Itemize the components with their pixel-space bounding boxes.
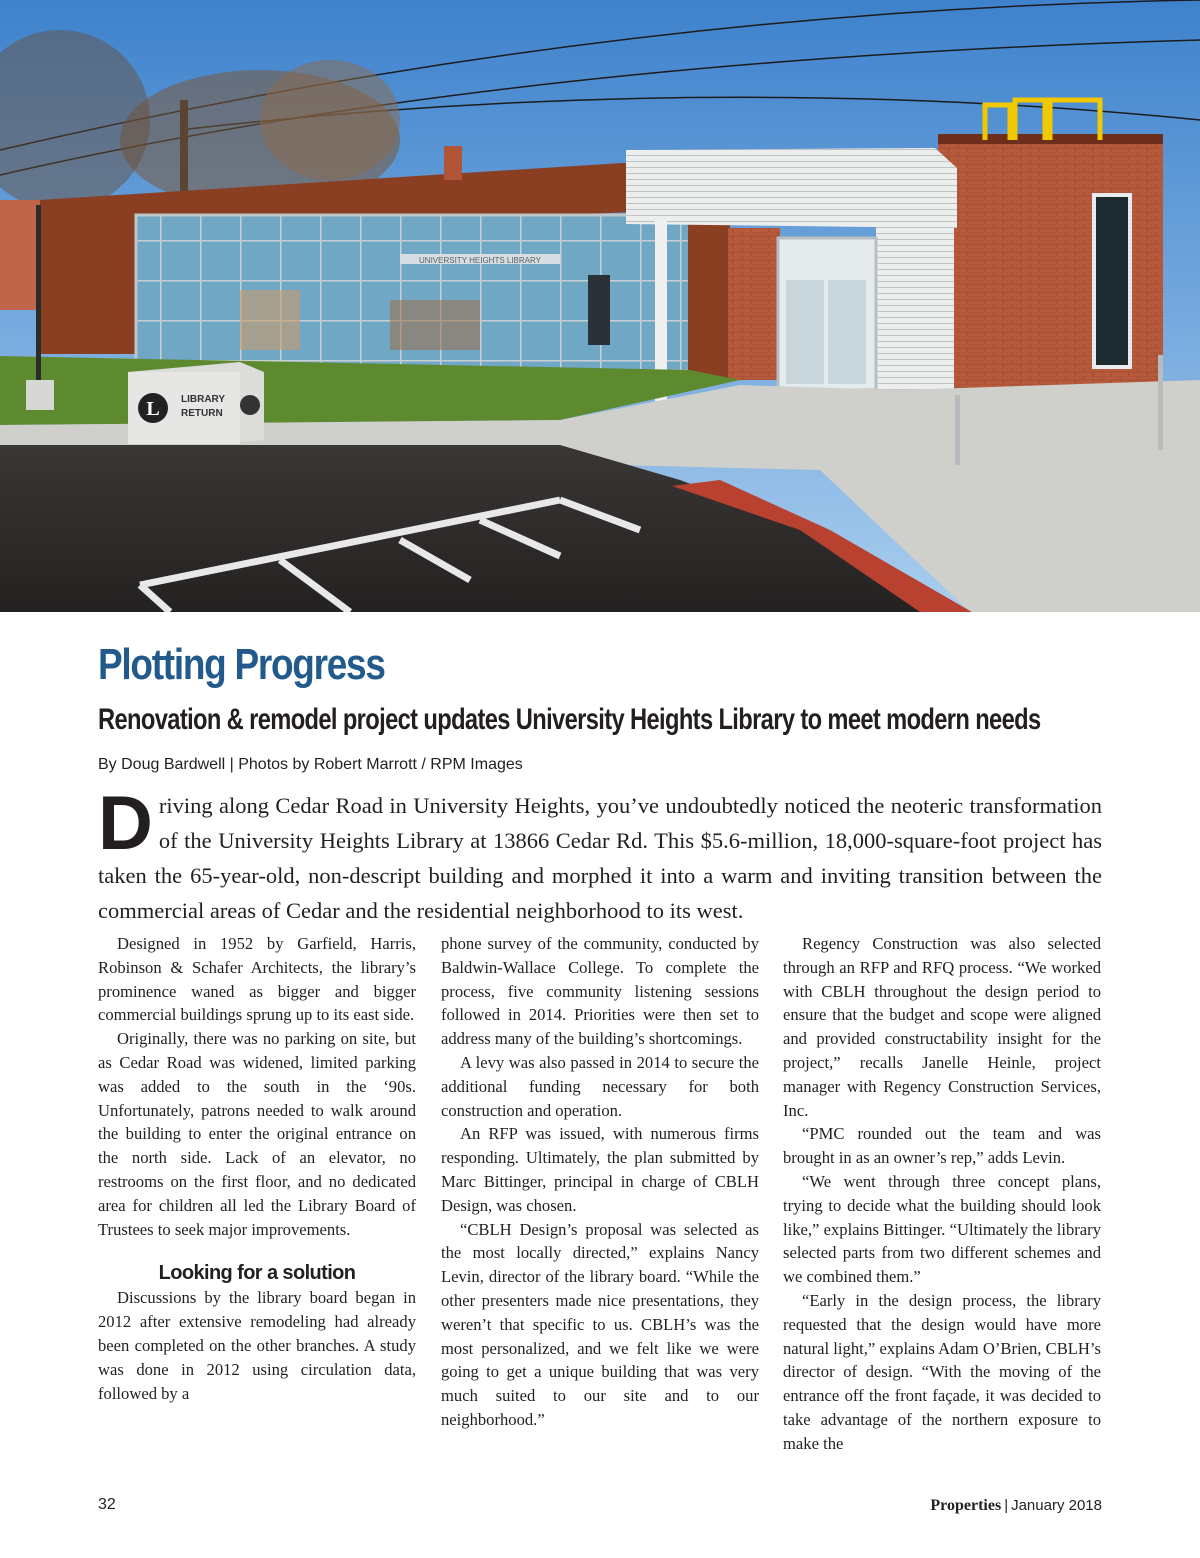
return-sign-line1: LIBRARY (181, 394, 226, 405)
byline: By Doug Bardwell | Photos by Robert Marrott / RPM Images (98, 756, 523, 773)
article-title: Plotting Progress (98, 640, 385, 689)
footer-publication (930, 1496, 1102, 1515)
col2-paragraph: An RFP was issued, with numerous firms responding. Ultimately, the plan submitted by Marc Bittinger, principal in charge of CBLH Design, was chosen. (441, 1124, 759, 1215)
col3-paragraph: “PMC rounded out the team and was brought in as an owner’s rep,” adds Levin. (783, 1124, 1101, 1168)
col1-paragraph: Designed in 1952 by Garfield, Harris, Robinson & Schafer Architects, the library’s prominence waned as bigger and bigger commercial buildings sprung up to its east side. (98, 934, 416, 1025)
issue-date: January 2018 (1011, 1497, 1102, 1514)
col3-paragraph: “We went through three concept plans, trying to decide what the building should look like,” explains Bittinger. “Ultimately the library selected parts from two different schemes and we combined them.” (783, 1171, 1101, 1287)
window-sign-text: UNIVERSITY HEIGHTS LIBRARY (419, 256, 541, 265)
col1-paragraph: Originally, there was no parking on site, but as Cedar Road was widened, limited parking was added to the south in the ‘90s. Unfortunately, patrons needed to walk around the building to enter the original entrance on the north side. Lack of an elevator, no restrooms on the first floor, and no dedicated area for children all led the Library Board of Trustees to seek major improvements. (98, 1029, 416, 1239)
col2-paragraph: phone survey of the community, conducted by Baldwin-Wallace College. To complete the process, five community listening sessions followed in 2014. Priorities were then set to address many of the building’s shortcomings. (441, 934, 759, 1049)
section-subhead: Looking for a solution (158, 1262, 356, 1285)
lead-paragraph (98, 781, 1102, 928)
column-1 (98, 932, 416, 1405)
tall-window (1094, 195, 1130, 367)
brick-wing-left (728, 228, 780, 380)
column-3 (783, 932, 1101, 1456)
column-2 (441, 932, 759, 1432)
return-sign-line2: RETURN (181, 408, 223, 419)
footer-separator: | (1004, 1497, 1009, 1514)
col3-paragraph: Regency Construction was also selected through an RFP and RFQ process. “We worked with CBLH throughout the design period to ensure that the budget and scope were aligned and provided constructability insight for the project,” recalls Janelle Heinle, project manager with Regency Construction Services, Inc. (783, 934, 1101, 1120)
col1-paragraph: Discussions by the library board began in 2012 after extensive remodeling had already been completed on the other branches. A study was done in 2012 using circulation data, followed by a (98, 1288, 416, 1403)
col2-paragraph: “CBLH Design’s proposal was selected as the most locally directed,” explains Nancy Levin, director of the library board. “While the other presenters made nice presentations, they weren’t that specific to us. CBLH’s was the most personalized, and we felt like we were going to get a unique building that was very much suited to our site and to our neighborhood.” (441, 1219, 759, 1429)
publication-name: Properties (930, 1497, 1002, 1514)
article-subtitle: Renovation & remodel project updates University Heights Library to meet modern needs (98, 703, 1041, 736)
svg-text:L: L (146, 398, 160, 420)
library-return-box (128, 362, 264, 444)
left-wood-wall (40, 218, 136, 354)
col2-paragraph: A levy was also passed in 2014 to secure the additional funding necessary for both construction and operation. (441, 1052, 759, 1120)
col3-paragraph: “Early in the design process, the library requested that the design would have more natural light,” explains Adam O’Brien, CBLH’s director of design. “With the moving of the entrance off the front façade, it was decided to take advantage of the northern exposure to make the (783, 1290, 1101, 1453)
page-number: 32 (98, 1496, 116, 1513)
lead-text: riving along Cedar Road in University Heights, you’ve undoubtedly noticed the neoteric transformation of the University Heights Library at 13866 Cedar Rd. This $5.6-million, 18,000-square-foot project has taken the 65-year-old, non-descript building and morphed it into a warm and inviting transition between the commercial areas of Cedar and the residential neighborhood to its west. (98, 793, 1102, 923)
library-exterior-photo (0, 0, 1200, 612)
lamp-post (36, 205, 41, 385)
drop-cap: D (98, 781, 153, 866)
